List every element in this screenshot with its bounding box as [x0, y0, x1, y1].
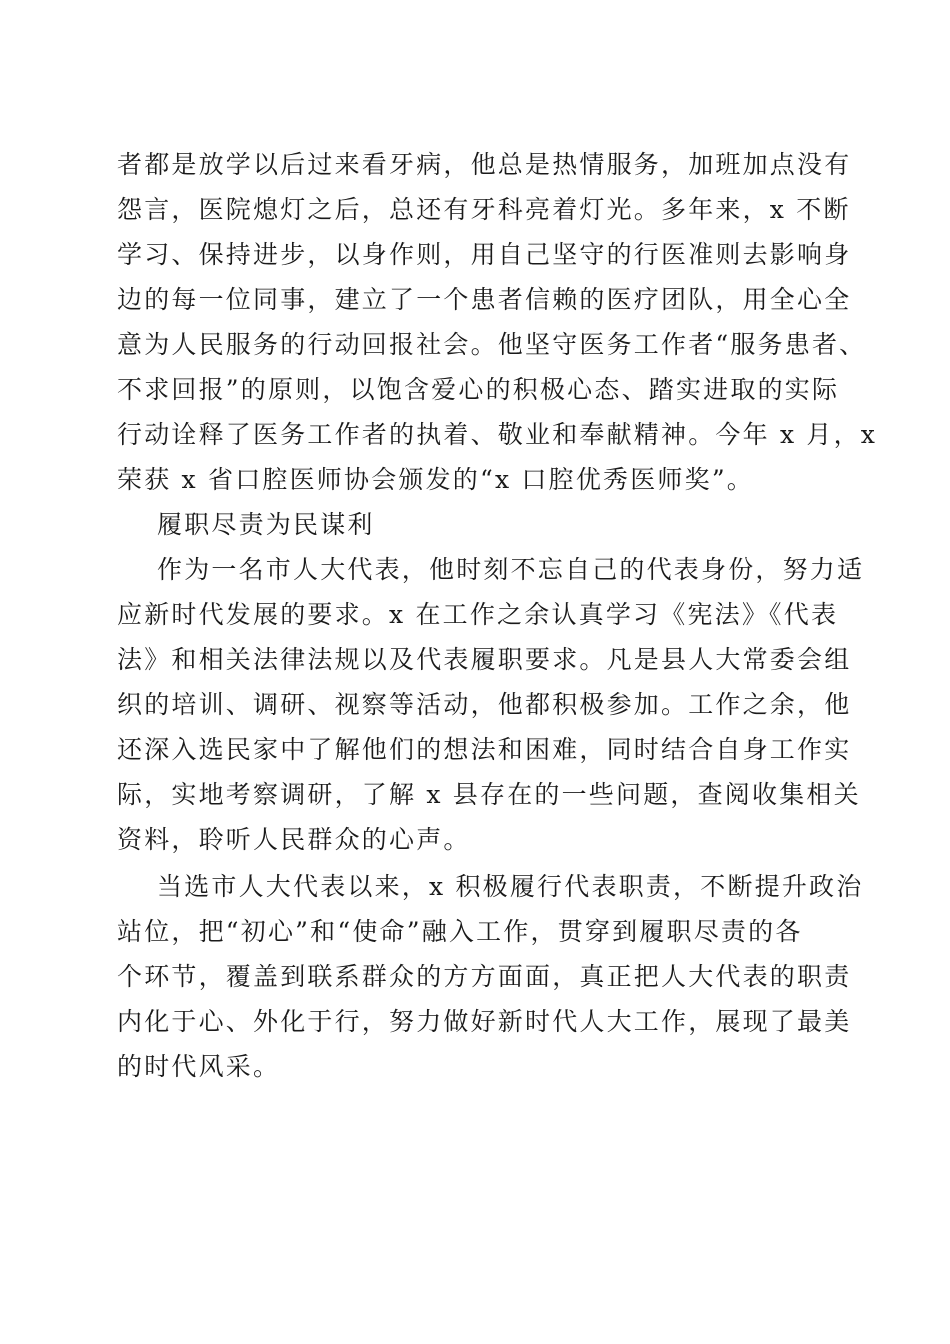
- text-line: 资料，聆听人民群众的心声。: [117, 825, 471, 854]
- text-line: 不求回报”的原则，以饱含爱心的积极心态、踏实进取的实际: [117, 375, 840, 404]
- text-line: 际，实地考察调研，了解 x 县存在的一些问题，查阅收集相关: [117, 780, 861, 809]
- text-line: 荣获 x 省口腔医师协会颁发的“x 口腔优秀医师奖”。: [117, 465, 755, 494]
- paragraph: [117, 547, 865, 862]
- text-line: 个环节，覆盖到联系群众的方方面面，真正把人大代表的职责: [117, 962, 852, 991]
- text-line: 怨言，医院熄灯之后，总还有牙科亮着灯光。多年来，x 不断: [117, 195, 851, 224]
- text-line: 意为人民服务的行动回报社会。他坚守医务工作者“服务患者、: [117, 330, 867, 359]
- text-line: 应新时代发展的要求。x 在工作之余认真学习《宪法》《代表: [117, 600, 839, 629]
- paragraph-continuation: [117, 142, 878, 502]
- document-body: [117, 142, 878, 1089]
- text-line: 法》和相关法律法规以及代表履职要求。凡是县人大常委会组: [117, 645, 852, 674]
- text-line: 学习、保持进步，以身作则，用自己坚守的行医准则去影响身: [117, 240, 852, 269]
- text-line: 当选市人大代表以来，x 积极履行代表职责，不断提升政治: [157, 872, 864, 901]
- text-line: 织的培训、调研、视察等活动，他都积极参加。工作之余，他: [117, 690, 852, 719]
- text-line: 边的每一位同事，建立了一个患者信赖的医疗团队，用全心全: [117, 285, 852, 314]
- text-line: 还深入选民家中了解他们的想法和困难，同时结合自身工作实: [117, 735, 852, 764]
- paragraph: [117, 864, 864, 1089]
- section-heading: 履职尽责为民谋利: [157, 510, 375, 539]
- text-line: 站位，把“初心”和“使命”融入工作，贯穿到履职尽责的各: [117, 917, 803, 946]
- text-line: 作为一名市人大代表，他时刻不忘自己的代表身份，努力适: [157, 555, 865, 584]
- text-line: 的时代风采。: [117, 1052, 281, 1081]
- text-line: 内化于心、外化于行，努力做好新时代人大工作，展现了最美: [117, 1007, 852, 1036]
- text-line: 者都是放学以后过来看牙病，他总是热情服务，加班加点没有: [117, 150, 852, 179]
- text-line: 行动诠释了医务工作者的执着、敬业和奉献精神。今年 x 月，x: [117, 420, 878, 449]
